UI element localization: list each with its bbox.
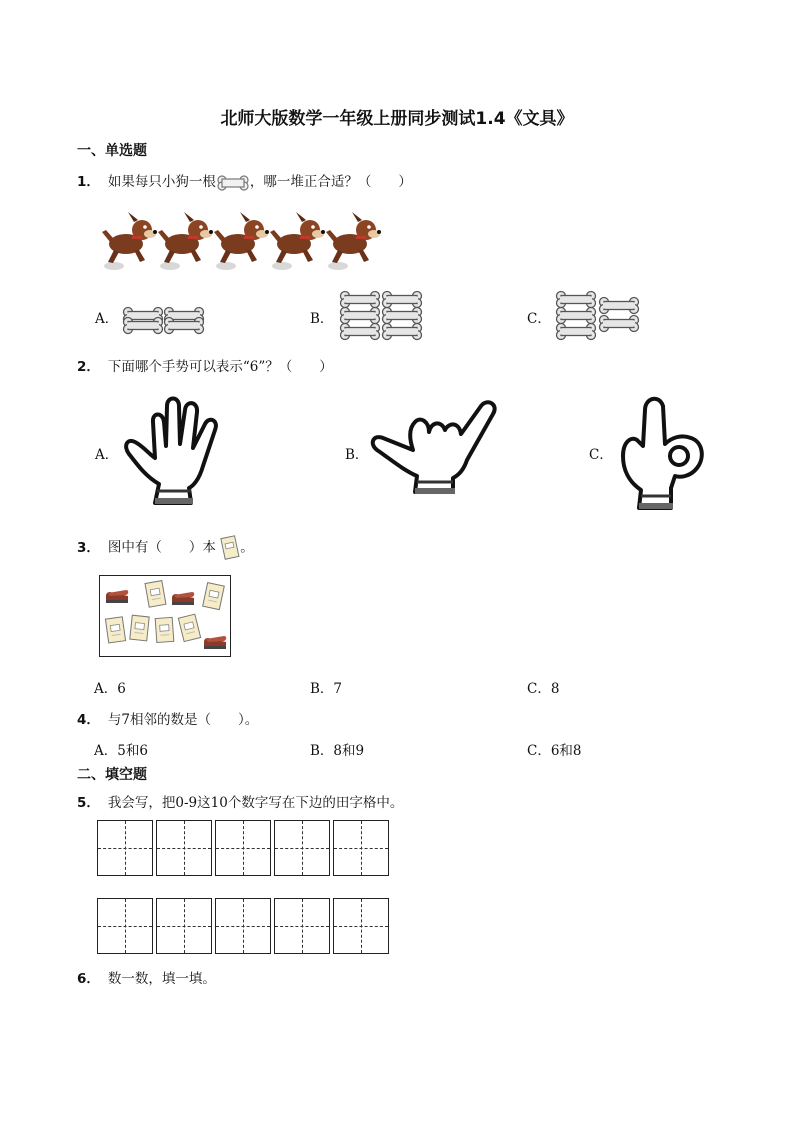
option-a[interactable]: A． bbox=[95, 311, 119, 327]
dogs-illustration bbox=[100, 208, 385, 272]
tianzige-box[interactable] bbox=[215, 898, 271, 954]
tianzige-box[interactable] bbox=[274, 820, 330, 876]
q2-options bbox=[77, 380, 737, 515]
question-number: 3． bbox=[77, 539, 100, 556]
question-text: 我会写，把0-9这10个数字写在下边的田字格中。 bbox=[107, 795, 404, 811]
tianzige-box[interactable] bbox=[333, 898, 389, 954]
bone-icon bbox=[557, 308, 596, 324]
question-number: 1． bbox=[77, 174, 100, 190]
notebook-icon bbox=[130, 615, 149, 641]
tianzige-box[interactable] bbox=[156, 898, 212, 954]
bone-icon bbox=[216, 175, 250, 191]
question-text-end: 。 bbox=[240, 539, 254, 556]
dog-icon bbox=[270, 212, 325, 270]
stapler-icon bbox=[204, 636, 226, 649]
bone-icon bbox=[383, 292, 422, 308]
q3-option-b[interactable]: B．7 bbox=[310, 681, 343, 697]
stationery-picture bbox=[99, 575, 231, 657]
notebook-icon bbox=[178, 614, 200, 641]
hand-ok-sign-icon bbox=[615, 380, 715, 515]
tianzige-box[interactable] bbox=[97, 898, 153, 954]
tianzige-row-2 bbox=[97, 898, 389, 954]
question-text-end: ，哪一堆正合适？（ ） bbox=[249, 174, 412, 190]
dog-icon bbox=[158, 212, 213, 270]
bone-icon bbox=[557, 324, 596, 340]
tianzige-grid bbox=[97, 820, 389, 954]
notebook-icon bbox=[145, 581, 166, 608]
dog-icon bbox=[214, 212, 269, 270]
option-a[interactable]: A． bbox=[95, 447, 119, 463]
stapler-icon bbox=[106, 590, 128, 603]
option-b[interactable]: B． bbox=[310, 311, 334, 327]
question-5 bbox=[77, 791, 403, 811]
question-2 bbox=[77, 355, 333, 375]
bone-icon bbox=[600, 298, 639, 314]
page-title: 北师大版数学一年级上册同步测试1.4《文具》 bbox=[220, 109, 574, 129]
q3-option-c[interactable]: C．8 bbox=[527, 681, 560, 697]
q3-option-a[interactable]: A．6 bbox=[94, 681, 126, 697]
tianzige-box[interactable] bbox=[274, 898, 330, 954]
tianzige-box[interactable] bbox=[333, 820, 389, 876]
notebook-icon bbox=[105, 617, 125, 643]
bone-icon bbox=[341, 324, 380, 340]
question-4 bbox=[77, 708, 258, 728]
bone-icon bbox=[557, 292, 596, 308]
question-text: 如果每只小狗一根 bbox=[107, 174, 216, 190]
bones-pile-a bbox=[122, 296, 206, 336]
bone-icon bbox=[383, 308, 422, 324]
question-number: 5． bbox=[77, 795, 100, 811]
tianzige-box[interactable] bbox=[97, 820, 153, 876]
notebook-icon bbox=[155, 617, 174, 642]
dogs-image bbox=[100, 208, 385, 276]
hand-six-sign-icon bbox=[369, 392, 509, 502]
notebook-icon bbox=[220, 535, 240, 561]
bone-icon bbox=[600, 316, 639, 332]
q4-option-b[interactable]: B．8和9 bbox=[310, 743, 365, 759]
question-3 bbox=[77, 535, 254, 561]
hand-five-fingers-icon bbox=[119, 388, 234, 513]
notebook-icon bbox=[203, 583, 225, 610]
option-b[interactable]: B． bbox=[345, 447, 369, 463]
question-6 bbox=[77, 967, 216, 987]
question-number: 4． bbox=[77, 712, 100, 728]
stationery-illustration bbox=[100, 576, 229, 655]
bone-icon bbox=[383, 324, 422, 340]
dog-icon bbox=[326, 212, 381, 270]
stapler-icon bbox=[172, 592, 194, 605]
bones-pile-c bbox=[555, 290, 645, 344]
tianzige-row-1 bbox=[97, 820, 389, 876]
section-heading-fill-blank: 二、填空题 bbox=[77, 767, 147, 783]
tianzige-box[interactable] bbox=[156, 820, 212, 876]
option-c[interactable]: C． bbox=[589, 447, 613, 463]
dog-icon bbox=[102, 212, 157, 270]
tianzige-box[interactable] bbox=[215, 820, 271, 876]
bone-icon bbox=[341, 292, 380, 308]
question-number: 6． bbox=[77, 971, 100, 987]
question-text: 下面哪个手势可以表示“6”？（ ） bbox=[107, 359, 333, 375]
q4-option-c[interactable]: C．6和8 bbox=[527, 743, 582, 759]
question-text: 与7相邻的数是（ ）。 bbox=[107, 712, 259, 728]
question-number: 2． bbox=[77, 359, 100, 375]
question-text: 数一数，填一填。 bbox=[107, 971, 216, 987]
option-c[interactable]: C． bbox=[527, 311, 551, 327]
q1-options bbox=[77, 290, 717, 348]
bone-icon bbox=[341, 308, 380, 324]
bones-pile-b bbox=[339, 290, 425, 344]
section-heading-single-choice: 一、单选题 bbox=[77, 143, 147, 159]
q4-option-a[interactable]: A．5和6 bbox=[94, 743, 148, 759]
question-1 bbox=[77, 170, 412, 191]
question-text: 图中有（ ）本 bbox=[107, 539, 216, 556]
